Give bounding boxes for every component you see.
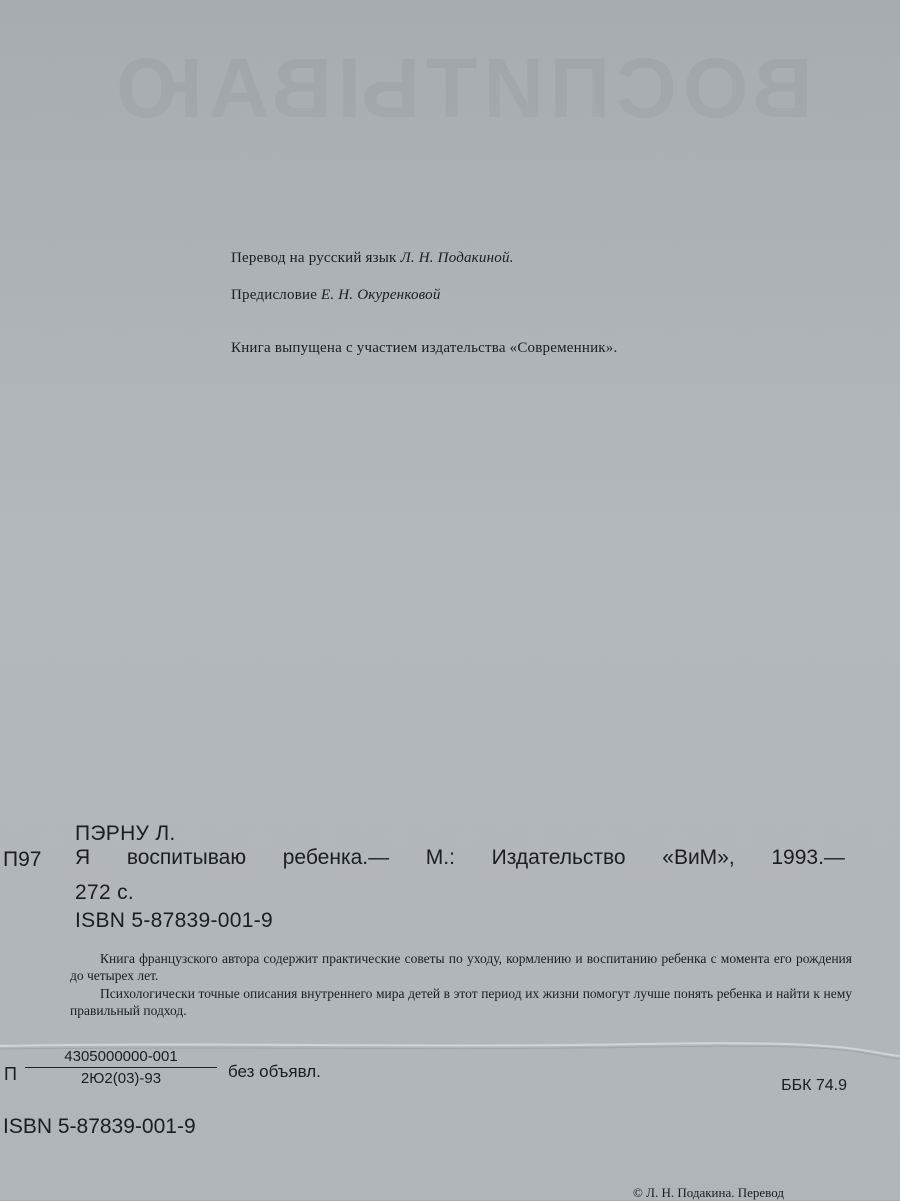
index-denominator: 2Ю2(03)-93 [80, 1070, 162, 1087]
no-ads-label: без объявл. [228, 1062, 321, 1081]
foreword-author: Е. Н. Окуренковой [321, 287, 441, 303]
translation-credit [231, 250, 514, 267]
show-through-title: ВОСПИТЫВАЮ [110, 41, 813, 135]
translator-name: Л. Н. Подакиной. [400, 250, 514, 266]
foreword-label: Предисловие [231, 287, 318, 303]
title-word: Издательство [491, 846, 626, 869]
translation-label: Перевод на русский язык [231, 250, 397, 266]
bbk-code: ББК 74.9 [781, 1077, 847, 1094]
catalog-code: П97 [3, 848, 42, 871]
foreword-credit [231, 287, 441, 304]
book-annotation [70, 950, 852, 1019]
annotation-paragraph: Книга французского автора содержит практические советы по уходу, кормлению и воспитанию ребенка с момента его рождения до четырех лет. [70, 951, 852, 983]
title-word: воспитываю [126, 846, 247, 869]
title-word: 1993.— [771, 846, 845, 869]
title-word: М.: [425, 846, 455, 869]
catalog-isbn: ISBN 5-87839-001-9 [75, 909, 274, 932]
title-word: «ВиМ», [662, 846, 735, 869]
footer-isbn: ISBN 5-87839-001-9 [3, 1115, 196, 1138]
index-numerator: 4305000000-001 [25, 1048, 217, 1068]
title-word: Я [75, 846, 91, 869]
copyright-line: © Л. Н. Подакина. Перевод [633, 1185, 784, 1200]
index-letter: П [4, 1064, 17, 1084]
index-fraction [25, 1048, 217, 1087]
catalog-author: ПЭРНУ Л. [75, 822, 176, 845]
title-word: ребенка.— [282, 846, 390, 869]
publisher-note: Книга выпущена с участием издательства «Современник». [231, 340, 618, 356]
catalog-pages: 272 с. [75, 881, 135, 904]
catalog-title-line [75, 846, 845, 870]
annotation-paragraph: Психологически точные описания внутреннего мира детей в этот период их жизни помогут лучше понять ребенка и найти к нему правильный подход. [70, 986, 852, 1018]
